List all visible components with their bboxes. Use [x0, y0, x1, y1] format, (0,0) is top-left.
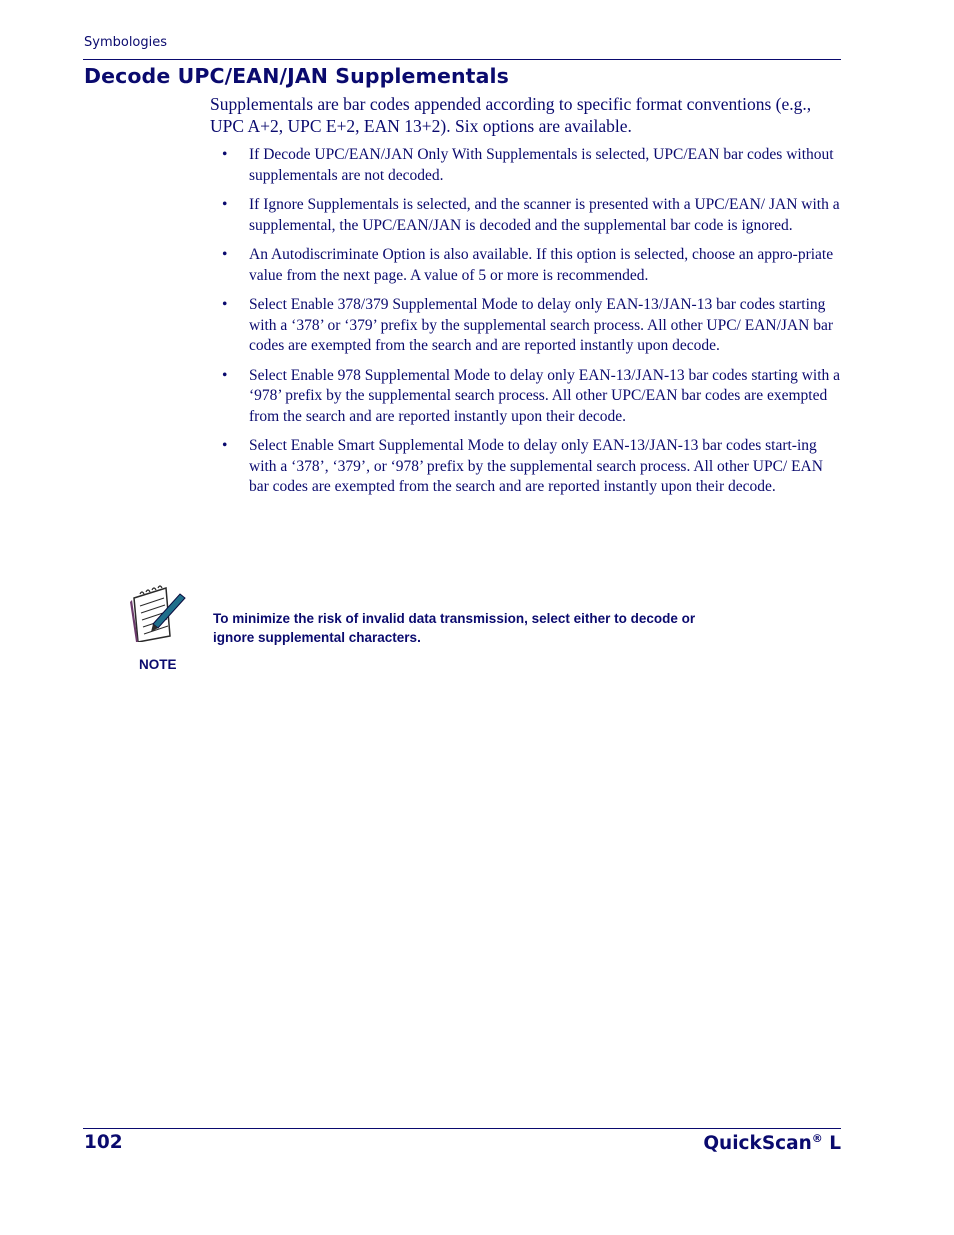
product-name — [703, 1132, 841, 1154]
list-item — [222, 436, 844, 498]
options-list — [222, 145, 844, 507]
product-suffix: L — [822, 1133, 841, 1154]
footer-rule — [83, 1128, 841, 1129]
note-label: NOTE — [139, 657, 177, 672]
list-item — [222, 195, 844, 236]
note-text-line: To minimize the risk of invalid data transmission, select either to decode or — [213, 611, 696, 626]
list-item — [222, 295, 844, 357]
page-number: 102 — [84, 1132, 123, 1153]
page-title: Decode UPC/EAN/JAN Supplementals — [84, 64, 509, 88]
bullet-marker: • — [222, 296, 228, 313]
bullet-marker: • — [222, 437, 228, 454]
list-item — [222, 145, 844, 186]
intro-paragraph: Supplementals are bar codes appended according to specific format conventions (e.g., UPC A+2, UPC E+2, EAN 13+2). Six options are available. — [210, 94, 812, 136]
bullet-marker: • — [222, 366, 228, 384]
list-item-text: Select Enable 978 Supplemental Mode to delay only EAN-13/JAN-13 bar codes starting with a ‘978’ prefix by the supplemental search process. All other UPC/EAN bar codes are exempted from the search and are reported instantly upon their decode. — [249, 366, 841, 425]
registered-mark: ® — [811, 1132, 823, 1145]
list-item-text: Select Enable 378/379 Supplemental Mode to delay only EAN-13/JAN-13 bar codes starting with a ‘378’ or ‘379’ prefix by the supplemental search process. All other UPC/ EAN/JAN bar codes are exempted from the search and are reported instantly upon decode. — [249, 296, 833, 354]
note-text — [213, 609, 733, 647]
bullet-marker: • — [222, 196, 228, 213]
notepad-pen-icon — [130, 584, 186, 642]
note-text-line: ignore supplemental characters. — [213, 630, 421, 645]
list-item-text: If Ignore Supplementals is selected, and the scanner is presented with a UPC/EAN/ JAN with a supplemental, the UPC/EAN/JAN is decoded and the supplemental bar code is ignored. — [249, 196, 840, 234]
header-rule — [83, 59, 841, 60]
bullet-marker: • — [222, 246, 228, 263]
bullet-marker: • — [222, 146, 228, 163]
product-name-text: QuickScan — [703, 1133, 812, 1154]
list-item-text: If Decode UPC/EAN/JAN Only With Supplementals is selected, UPC/EAN bar codes without supplementals are not decoded. — [249, 146, 834, 184]
list-item-text: An Autodiscriminate Option is also available. If this option is selected, choose an appro-priate value from the next page. A value of 5 or more is recommended. — [249, 246, 834, 284]
list-item — [222, 245, 844, 286]
running-header-section: Symbologies — [84, 35, 168, 50]
list-item-text: Select Enable Smart Supplemental Mode to delay only EAN-13/JAN-13 bar codes start-ing with a ‘378’, ‘379’, or ‘978’ prefix by the supplemental search process. All other UPC/ EAN bar codes are exempted from the search and are reported instantly upon their decode. — [249, 437, 823, 495]
list-item — [222, 366, 844, 428]
